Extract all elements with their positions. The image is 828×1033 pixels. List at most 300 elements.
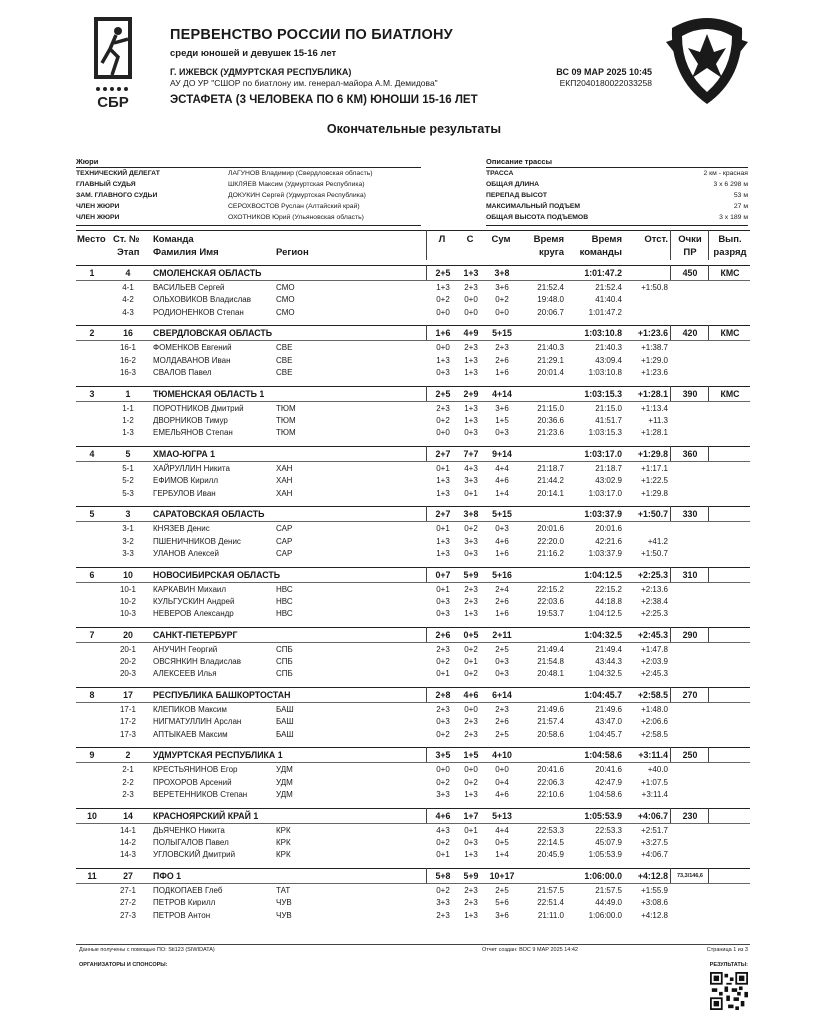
team-row <box>76 386 750 402</box>
track-label: Описание трассы <box>486 157 552 166</box>
team-row-divider <box>670 687 671 702</box>
region: СМО <box>276 295 295 305</box>
leg: 1-3 <box>122 428 134 438</box>
track-value: 53 м <box>733 192 748 199</box>
points: 290 <box>682 629 698 640</box>
athlete-name: ХАЙРУЛЛИН Никита <box>153 463 230 473</box>
prone: 0+1 <box>436 524 450 534</box>
cumulative-time: 22:53.3 <box>595 825 622 835</box>
leg: 14-2 <box>119 838 136 847</box>
prone: 1+3 <box>436 488 450 498</box>
athlete-row <box>76 608 750 620</box>
cumulative-time: 1:03:37.9 <box>588 548 622 558</box>
sum: 2+4 <box>495 584 509 594</box>
cumulative-time: 1:04:32.5 <box>588 669 622 679</box>
cumulative-time: 43:47.0 <box>595 717 622 727</box>
team-row-divider <box>426 567 427 582</box>
track-value: 2 км - красная <box>703 170 748 177</box>
region: КРК <box>276 850 291 860</box>
cumulative-time: 1:06:00.0 <box>588 910 622 920</box>
leg: 27-3 <box>119 910 136 920</box>
jury-role: ЧЛЕН ЖЮРИ <box>76 214 120 221</box>
sum: 4+4 <box>495 825 509 835</box>
leg: 14-3 <box>119 850 136 860</box>
prone: 1+3 <box>436 476 450 486</box>
prone: 0+0 <box>436 307 450 317</box>
team-row-divider <box>670 868 671 883</box>
region: СПБ <box>276 644 293 654</box>
team-row <box>76 627 750 643</box>
sbr-logo <box>88 17 138 112</box>
cumulative-time: 41:40.4 <box>595 295 622 305</box>
standing: 1+3 <box>464 850 478 860</box>
lap-time: 20:58.6 <box>537 729 564 739</box>
sum: 2+6 <box>495 355 509 365</box>
team-name: УДМУРТСКАЯ РЕСПУБЛИКА 1 <box>153 750 283 761</box>
lap-time: 22:51.4 <box>537 898 564 908</box>
athlete-row <box>76 777 750 789</box>
standing: 2+3 <box>464 886 478 895</box>
team-row-divider <box>670 567 671 582</box>
lap-time: 20:45.9 <box>537 850 564 860</box>
sum: 1+6 <box>495 609 509 619</box>
cumulative-time: 1:03:15.3 <box>588 428 622 438</box>
athlete-name: ПШЕНИЧНИКОВ Денис <box>153 536 241 546</box>
prone: 2+5 <box>435 268 451 278</box>
team-time: 1:04:45.7 <box>584 690 622 701</box>
lap-time: 21:16.2 <box>537 548 564 558</box>
prone: 0+2 <box>436 657 450 667</box>
team-row <box>76 687 750 703</box>
athlete-row <box>76 523 750 535</box>
athlete-name: ВАСИЛЬЕВ Сергей <box>153 283 225 292</box>
team-row-divider <box>708 446 709 461</box>
points: 450 <box>682 268 698 278</box>
team-row-divider <box>670 506 671 521</box>
data-source: Данные получены с помощью ПО: Sti123 (SIWIDATA) <box>79 947 215 953</box>
lap-time: 19:53.7 <box>537 609 564 619</box>
lap-time: 21:54.8 <box>537 657 564 667</box>
standing: 3+3 <box>464 476 478 486</box>
svg-text:СБР: СБР <box>97 94 129 111</box>
athlete-name: КАРКАВИН Михаил <box>153 584 227 594</box>
cumulative-time: 1:03:10.8 <box>588 367 622 377</box>
region: СМО <box>276 307 295 317</box>
team-name: ТЮМЕНСКАЯ ОБЛАСТЬ 1 <box>153 388 265 399</box>
prone: 0+0 <box>436 765 450 775</box>
place: 2 <box>89 328 95 339</box>
prone: 2+7 <box>435 509 451 520</box>
jury-name: ДОКУКИН Сергей (Удмуртская Республика) <box>228 192 366 199</box>
lap-time: 22:14.5 <box>537 838 564 847</box>
lap-time: 20:06.7 <box>537 307 564 317</box>
prone: 1+3 <box>436 536 450 546</box>
jury-row <box>76 214 421 225</box>
standing: 2+3 <box>464 729 478 739</box>
jury-role: ЗАМ. ГЛАВНОГО СУДЬИ <box>76 192 158 199</box>
leg: 3-1 <box>122 524 134 534</box>
behind: +1:28.1 <box>637 388 668 399</box>
col-region: Регион <box>276 247 309 258</box>
prone: 5+8 <box>435 871 451 881</box>
athlete-row <box>76 463 750 475</box>
sum: 2+3 <box>495 343 509 353</box>
region: ТАТ <box>276 886 291 895</box>
team-row-divider <box>708 687 709 702</box>
prone: 0+3 <box>436 596 450 606</box>
lap-time: 22:15.2 <box>537 584 564 594</box>
team-time: 1:04:58.6 <box>584 750 622 761</box>
athlete-row <box>76 415 750 427</box>
team-row <box>76 446 750 462</box>
athlete-row <box>76 825 750 837</box>
standing: 0+0 <box>464 295 478 305</box>
place: 6 <box>89 569 95 580</box>
points: 250 <box>682 750 698 761</box>
lap-time: 21:23.6 <box>537 428 564 438</box>
team-row-divider <box>708 868 709 883</box>
athlete-row <box>76 837 750 849</box>
cumulative-time: 43:09.4 <box>595 355 622 365</box>
behind: +2:45.3 <box>641 669 668 679</box>
behind: +2:13.6 <box>641 584 668 594</box>
prone: 0+2 <box>436 777 450 787</box>
col-place: Место <box>77 234 106 245</box>
region: КРК <box>276 838 291 847</box>
region: ЧУВ <box>276 910 292 920</box>
sum: 0+3 <box>495 428 509 438</box>
sum: 0+4 <box>495 777 509 787</box>
standing: 0+2 <box>464 644 478 654</box>
athlete-name: КЛЕПИКОВ Максим <box>153 705 227 715</box>
prone: 0+2 <box>436 838 450 847</box>
lap-time: 21:29.1 <box>537 355 564 365</box>
report-created: Отчет создан: ВОС 9 МАР 2025 14:42 <box>482 947 578 953</box>
cumulative-time: 21:18.7 <box>595 463 622 473</box>
prone: 0+1 <box>436 669 450 679</box>
leg: 5-2 <box>122 476 134 486</box>
behind: +1:07.5 <box>641 777 668 787</box>
behind: +2:51.7 <box>641 825 668 835</box>
jury-role: ЧЛЕН ЖЮРИ <box>76 203 120 210</box>
track-row <box>486 192 748 203</box>
organizers-label: ОРГАНИЗАТОРЫ И СПОНСОРЫ: <box>79 962 168 968</box>
behind: +40.0 <box>647 765 668 775</box>
region: САР <box>276 524 293 534</box>
behind: +41.2 <box>647 536 668 546</box>
lap-time: 22:20.0 <box>537 536 564 546</box>
track-row <box>486 181 748 192</box>
col-leg: Этап <box>117 247 140 258</box>
region: ТЮМ <box>276 415 296 425</box>
standing: 2+3 <box>464 898 478 908</box>
behind: +1:50.7 <box>641 548 668 558</box>
track-row <box>486 203 748 214</box>
athlete-name: УЛАНОВ Алексей <box>153 548 219 558</box>
leg: 10-1 <box>119 584 136 594</box>
region: ХАН <box>276 476 293 486</box>
standing: 0+1 <box>464 657 478 667</box>
team-name: САРАТОВСКАЯ ОБЛАСТЬ <box>153 509 265 520</box>
place: 9 <box>89 750 95 761</box>
athlete-name: КУЛЬГУСКИН Андрей <box>153 596 235 606</box>
cumulative-time: 20:41.6 <box>595 765 622 775</box>
col-team-time: Время <box>591 234 622 245</box>
prone: 0+2 <box>436 886 450 895</box>
cumulative-time: 1:05:53.9 <box>588 850 622 860</box>
leg: 5-1 <box>122 463 134 473</box>
leg: 3-2 <box>122 536 134 546</box>
points: 330 <box>682 509 698 520</box>
region: БАШ <box>276 717 294 727</box>
leg: 27-1 <box>119 886 136 895</box>
standing: 0+0 <box>464 705 478 715</box>
sum: 4+4 <box>495 463 509 473</box>
cumulative-time: 21:15.0 <box>595 403 622 413</box>
standing: 0+0 <box>464 307 478 317</box>
athlete-row <box>76 342 750 354</box>
behind: +2:38.4 <box>641 596 668 606</box>
leg: 27-2 <box>119 898 136 908</box>
col-points-2: ПР <box>683 247 697 258</box>
athlete-name: ПРОХОРОВ Арсений <box>153 777 232 787</box>
athlete-name: АНУЧИН Георгий <box>153 644 218 654</box>
standing: 1+3 <box>463 268 479 278</box>
points: 420 <box>682 328 698 339</box>
behind: +1:29.8 <box>641 488 668 498</box>
event-title: ПЕРВЕНСТВО РОССИИ ПО БИАТЛОНУ <box>170 27 453 43</box>
leg: 17-1 <box>119 705 136 715</box>
behind: +3:27.5 <box>641 838 668 847</box>
prone: 4+6 <box>435 810 451 821</box>
event-code: ЕКП2040180022033258 <box>559 78 652 88</box>
standing: 5+9 <box>463 871 479 881</box>
bib: 5 <box>125 448 131 459</box>
place: 11 <box>87 871 97 881</box>
place: 10 <box>87 810 97 821</box>
sum: 5+13 <box>492 810 512 821</box>
jury-name: ЛАГУНОВ Владимир (Свердловская область) <box>228 170 373 177</box>
leg: 17-2 <box>119 717 136 727</box>
region: САР <box>276 548 293 558</box>
region: СВЕ <box>276 355 293 365</box>
prone: 2+7 <box>435 448 451 459</box>
cumulative-time: 45:07.9 <box>595 838 622 847</box>
region: БАШ <box>276 705 294 715</box>
team-time: 1:03:15.3 <box>584 388 622 399</box>
col-team: Команда <box>153 234 194 245</box>
standing: 2+3 <box>464 717 478 727</box>
athlete-row <box>76 367 750 379</box>
leg: 2-2 <box>122 777 134 787</box>
bib: 3 <box>125 509 131 520</box>
sum: 3+6 <box>495 403 509 413</box>
cumulative-time: 42:21.6 <box>595 536 622 546</box>
prone: 2+3 <box>436 644 450 654</box>
points: 390 <box>682 388 698 399</box>
athlete-name: ФОМЕНКОВ Евгений <box>153 343 232 353</box>
track-key: ОБЩАЯ ВЫСОТА ПОДЪЕМОВ <box>486 214 589 221</box>
sum: 2+6 <box>495 717 509 727</box>
leg: 16-1 <box>119 343 136 353</box>
leg: 10-2 <box>119 596 136 606</box>
sum: 0+3 <box>495 524 509 534</box>
standing: 3+8 <box>463 509 479 520</box>
sum: 1+4 <box>495 850 509 860</box>
team-row <box>76 808 750 824</box>
col-standing: С <box>466 234 474 245</box>
prone: 2+6 <box>435 629 451 640</box>
points: 230 <box>682 810 698 821</box>
athlete-row <box>76 307 750 319</box>
behind: +1:28.1 <box>641 428 668 438</box>
standing: 1+3 <box>464 367 478 377</box>
standing: 0+1 <box>464 825 478 835</box>
sum: 2+3 <box>495 705 509 715</box>
track-key: ТРАССА <box>486 170 514 177</box>
lap-time: 20:36.6 <box>537 415 564 425</box>
team-row-divider <box>426 446 427 461</box>
jury-role: ТЕХНИЧЕСКИЙ ДЕЛЕГАТ <box>76 170 160 177</box>
event-subtitle: среди юношей и девушек 15-16 лет <box>170 48 337 59</box>
athlete-row <box>76 427 750 439</box>
team-name: КРАСНОЯРСКИЙ КРАЙ 1 <box>153 810 259 821</box>
jury-name: СЕРОХВОСТОВ Руслан (Алтайский край) <box>228 203 360 210</box>
prone: 3+3 <box>436 790 450 799</box>
lap-time: 22:53.3 <box>537 825 564 835</box>
behind: +4:06.7 <box>637 810 668 821</box>
sum: 1+5 <box>495 415 509 425</box>
prone: 0+3 <box>436 609 450 619</box>
bib: 2 <box>125 750 131 761</box>
race-title: ЭСТАФЕТА (3 ЧЕЛОВЕКА ПО 6 КМ) ЮНОШИ 15-16 ЛЕТ <box>170 94 478 106</box>
cumulative-time: 41:51.7 <box>595 415 622 425</box>
sum: 3+6 <box>495 283 509 292</box>
cumulative-time: 42:47.9 <box>595 777 622 787</box>
leg: 10-3 <box>119 609 136 619</box>
team-row-divider <box>426 325 427 340</box>
track-value: 3 x 6 298 м <box>713 181 748 188</box>
lap-time: 21:11.0 <box>537 910 564 920</box>
leg: 17-3 <box>119 729 136 739</box>
team-row-divider <box>426 386 427 401</box>
athlete-row <box>76 849 750 861</box>
lap-time: 21:15.0 <box>537 403 564 413</box>
standing: 2+3 <box>464 283 478 292</box>
place: 3 <box>89 388 95 399</box>
athlete-name: ВЕРЕТЕННИКОВ Степан <box>153 790 248 799</box>
cumulative-time: 1:01:47.2 <box>588 307 622 317</box>
prone: 1+3 <box>436 355 450 365</box>
sum: 1+4 <box>495 488 509 498</box>
behind: +1:29.8 <box>637 448 668 459</box>
region: УДМ <box>276 765 293 775</box>
final-results-title: Окончательные результаты <box>326 122 502 136</box>
place: 8 <box>89 690 95 701</box>
team-row <box>76 567 750 583</box>
team-row-divider <box>670 446 671 461</box>
event-organizer: АУ ДО УР "СШОР по биатлону им. генерал-майора А.М. Демидова" <box>170 78 438 88</box>
athlete-row <box>76 656 750 668</box>
team-time: 1:03:37.9 <box>584 509 622 520</box>
athlete-name: ПОЛЫГАЛОВ Павел <box>153 838 229 847</box>
jury-row <box>76 181 421 192</box>
athlete-name: НИГМАТУЛЛИН Арслан <box>153 717 242 727</box>
cumulative-time: 21:57.5 <box>595 886 622 895</box>
region: БАШ <box>276 729 294 739</box>
athlete-row <box>76 596 750 608</box>
place: 7 <box>89 629 95 640</box>
jury-row <box>76 203 421 214</box>
sum: 0+3 <box>495 657 509 667</box>
region: ХАН <box>276 463 293 473</box>
standing: 0+2 <box>464 524 478 534</box>
behind: +1:55.9 <box>641 886 668 895</box>
lap-time: 22:03.6 <box>537 596 564 606</box>
standing: 1+3 <box>464 355 478 365</box>
team-row <box>76 325 750 341</box>
prone: 2+3 <box>436 910 450 920</box>
behind: +2:06.6 <box>641 717 668 727</box>
behind: +2:58.5 <box>641 729 668 739</box>
jury-row <box>76 192 421 203</box>
sum: 2+6 <box>495 596 509 606</box>
standing: 0+5 <box>463 629 479 640</box>
region: КРК <box>276 825 291 835</box>
sum: 5+15 <box>492 328 512 339</box>
leg: 1-2 <box>122 415 134 425</box>
leg: 5-3 <box>122 488 134 498</box>
lap-time: 21:52.4 <box>537 283 564 292</box>
athlete-name: ПОРОТНИКОВ Дмитрий <box>153 403 244 413</box>
bib: 14 <box>123 810 133 821</box>
lap-time: 21:40.3 <box>537 343 564 353</box>
athlete-name: ЕФИМОВ Кирилл <box>153 476 218 486</box>
behind: +1:50.7 <box>637 509 668 520</box>
athlete-name: АПТЫКАЕВ Максим <box>153 729 228 739</box>
region: САР <box>276 536 293 546</box>
team-time: 1:04:32.5 <box>584 629 622 640</box>
athlete-row <box>76 910 750 922</box>
prone: 4+3 <box>436 825 450 835</box>
behind: +1:22.5 <box>641 476 668 486</box>
region: ЧУВ <box>276 898 292 908</box>
cumulative-time: 1:04:12.5 <box>588 609 622 619</box>
region: УДМ <box>276 790 293 799</box>
qr-code-icon <box>710 972 748 1010</box>
team-row-divider <box>670 808 671 823</box>
track-key: ПЕРЕПАД ВЫСОТ <box>486 192 548 199</box>
cumulative-time: 43:02.9 <box>595 476 622 486</box>
behind: +1:48.0 <box>641 705 668 715</box>
col-points: Очки <box>678 234 702 245</box>
athlete-row <box>76 704 750 716</box>
rank: КМС <box>720 268 740 278</box>
track-value: 27 м <box>733 203 748 210</box>
team-row <box>76 747 750 763</box>
standing: 5+9 <box>463 569 479 580</box>
athlete-name: РОДИОНЕНКОВ Степан <box>153 307 244 317</box>
standing: 0+2 <box>464 669 478 679</box>
prone: 0+1 <box>436 850 450 860</box>
team-row-divider <box>708 567 709 582</box>
region: СПБ <box>276 657 293 667</box>
team-row-divider <box>670 747 671 762</box>
standing: 4+6 <box>463 690 479 701</box>
cumulative-time: 21:49.6 <box>595 705 622 715</box>
athlete-row <box>76 475 750 487</box>
behind: +1:23.6 <box>637 328 668 339</box>
